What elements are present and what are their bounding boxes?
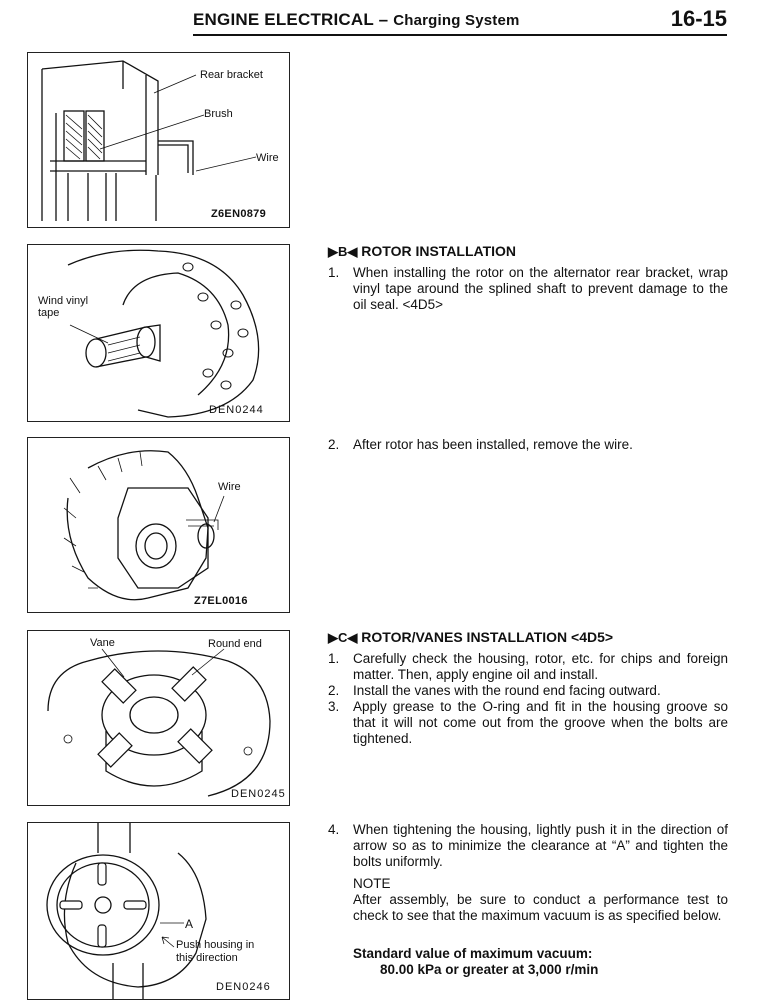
figure-remove-wire (27, 437, 290, 613)
section-b-title: ROTOR INSTALLATION (361, 243, 517, 259)
figure-vinyl-tape-drawing (28, 245, 290, 422)
section-c-item (328, 822, 728, 870)
label-rear-bracket: Rear bracket (200, 69, 263, 81)
label-wind-vinyl: Wind vinyl (38, 295, 89, 307)
label-vane: Vane (90, 637, 115, 649)
item-text: When installing the rotor on the alternator rear bracket, wrap vinyl tape around the splined shaft to prevent damage to the oil seal. <4D5> (353, 265, 728, 312)
figure-vinyl-tape (27, 244, 290, 422)
item-text: Carefully check the housing, rotor, etc. for chips and foreign matter. Then, apply engine oil and install. (353, 651, 728, 682)
section-b-marker: ▶B◀ (328, 244, 358, 259)
figure-push-housing-drawing (28, 823, 290, 1000)
header-title (193, 10, 520, 30)
figure-code: Z6EN0879 (211, 208, 266, 220)
header-title-dash: – (378, 10, 389, 29)
section-c-heading (328, 629, 613, 646)
section-c-item (328, 683, 728, 699)
figure-rear-bracket-brush (27, 52, 290, 228)
header-title-sub: Charging System (393, 12, 520, 29)
page-number: 16-15 (670, 6, 727, 31)
label-wire: Wire (218, 481, 241, 493)
figure-code: Z7EL0016 (194, 595, 248, 607)
note-block (353, 876, 728, 924)
item-number: 3. (328, 699, 340, 714)
section-b-item (328, 437, 728, 453)
item-number: 1. (328, 651, 340, 666)
item-text: Apply grease to the O-ring and fit in the housing groove so that it will not come out from the groove when the bolts are tightened. (353, 699, 728, 746)
section-c-marker: ▶C◀ (328, 630, 358, 645)
section-b-item (328, 265, 728, 313)
item-text: Install the vanes with the round end facing outward. (353, 683, 661, 698)
figure-rotor-vanes-drawing (28, 631, 290, 806)
note-text: After assembly, be sure to conduct a performance test to check to see that the maximum vacuum is as specified below. (353, 892, 728, 923)
item-text: After rotor has been installed, remove the wire. (353, 437, 633, 452)
label-tape: tape (38, 307, 60, 319)
page-header (0, 0, 757, 36)
section-b-heading (328, 243, 516, 260)
note-heading: NOTE (353, 876, 391, 891)
header-title-main: ENGINE ELECTRICAL (193, 10, 374, 29)
label-round-end: Round end (208, 638, 262, 650)
label-a: A (185, 917, 194, 931)
section-c-item (328, 651, 728, 683)
standard-value-label: Standard value of maximum vacuum: (353, 946, 593, 961)
item-number: 2. (328, 437, 340, 452)
section-c-title: ROTOR/VANES INSTALLATION <4D5> (361, 629, 614, 645)
label-wire: Wire (256, 152, 279, 164)
item-number: 2. (328, 683, 340, 698)
standard-value: 80.00 kPa or greater at 3,000 r/min (380, 962, 599, 977)
header-rule (193, 34, 727, 36)
figure-rotor-vanes (27, 630, 290, 806)
label-push-housing: Push housing in (176, 939, 255, 951)
label-direction: this direction (176, 952, 238, 964)
figure-code: DEN0246 (216, 981, 271, 993)
figure-code: DEN0245 (231, 788, 286, 800)
figure-remove-wire-drawing (28, 438, 290, 613)
figure-code: DEN0244 (209, 404, 264, 416)
item-number: 4. (328, 822, 340, 837)
section-c-item (328, 699, 728, 747)
figure-push-housing (27, 822, 290, 1000)
label-brush: Brush (204, 108, 233, 120)
item-text: When tightening the housing, lightly push it in the direction of arrow so as to minimize the clearance at “A” and tighten the bolts uniformly. (353, 822, 728, 869)
item-number: 1. (328, 265, 340, 280)
